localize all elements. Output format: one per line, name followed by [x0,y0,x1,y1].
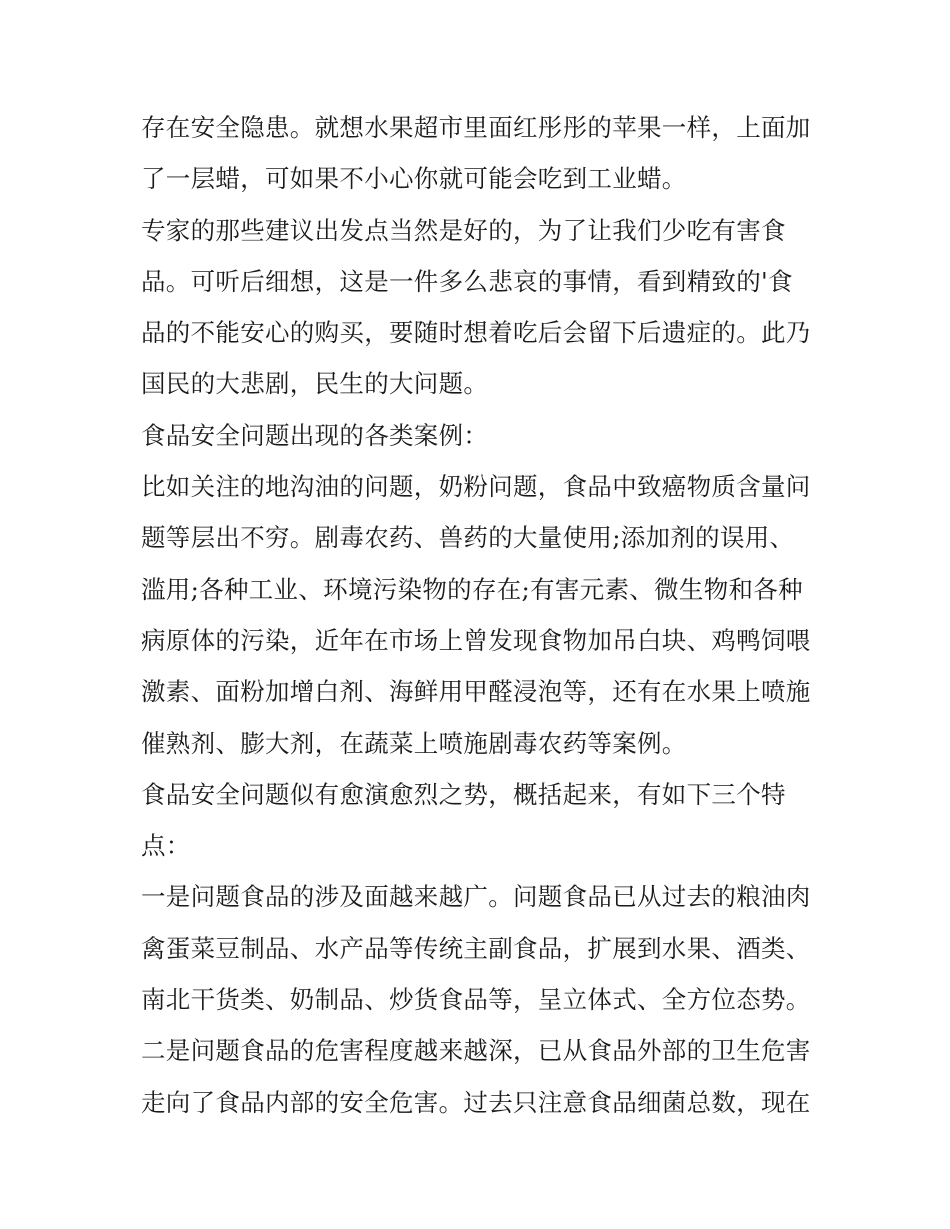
text-line: 禽蛋菜豆制品、水产品等传统主副食品，扩展到水果、酒类、 [141,933,811,963]
text-line: 品。可听后细想，这是一件多么悲哀的事情，看到精致的'食 [141,266,793,296]
text-line: 存在安全隐患。就想水果超市里面红彤彤的苹果一样，上面加 [141,113,811,142]
text-line: 催熟剂、膨大剂，在蔬菜上喷施剧毒农药等案例。 [141,728,687,758]
text-line: 食品安全问题似有愈演愈烈之势，概括起来，有如下三个特 [141,779,786,809]
text-line: 激素、面粉加增白剂、海鲜用甲醛浸泡等，还有在水果上喷施 [141,677,811,707]
text-line: 食品安全问题出现的各类案例： [141,420,489,450]
text-line: 比如关注的地沟油的问题，奶粉问题，食品中致癌物质含量问 [141,472,811,502]
document-body [141,102,813,1128]
text-line: 一是问题食品的涉及面越来越广。问题食品已从过去的粮油肉 [141,882,811,912]
text-line: 国民的大悲剧，民生的大问题。 [141,369,489,399]
text-line: 二是问题食品的危害程度越来越深，已从食品外部的卫生危害 [141,1036,811,1066]
text-line: 走向了食品内部的安全危害。过去只注意食品细菌总数，现在 [141,1087,811,1117]
text-line: 专家的那些建议出发点当然是好的，为了让我们少吃有害食 [141,215,786,245]
text-line: 病原体的污染，近年在市场上曾发现食物加吊白块、鸡鸭饲喂 [141,625,811,655]
text-line: 南北干货类、奶制品、炒货食品等，呈立体式、全方位态势。 [141,985,811,1015]
text-line: 品的不能安心的购买，要随时想着吃后会留下后遗症的。此乃 [141,318,811,348]
text-line: 滥用;各种工业、环境污染物的存在;有害元素、微生物和各种 [141,574,803,604]
text-line: 了一层蜡，可如果不小心你就可能会吃到工业蜡。 [141,164,687,194]
text-line: 点： [141,831,191,861]
text-line: 题等层出不穷。剧毒农药、兽药的大量使用;添加剂的误用、 [141,523,795,553]
